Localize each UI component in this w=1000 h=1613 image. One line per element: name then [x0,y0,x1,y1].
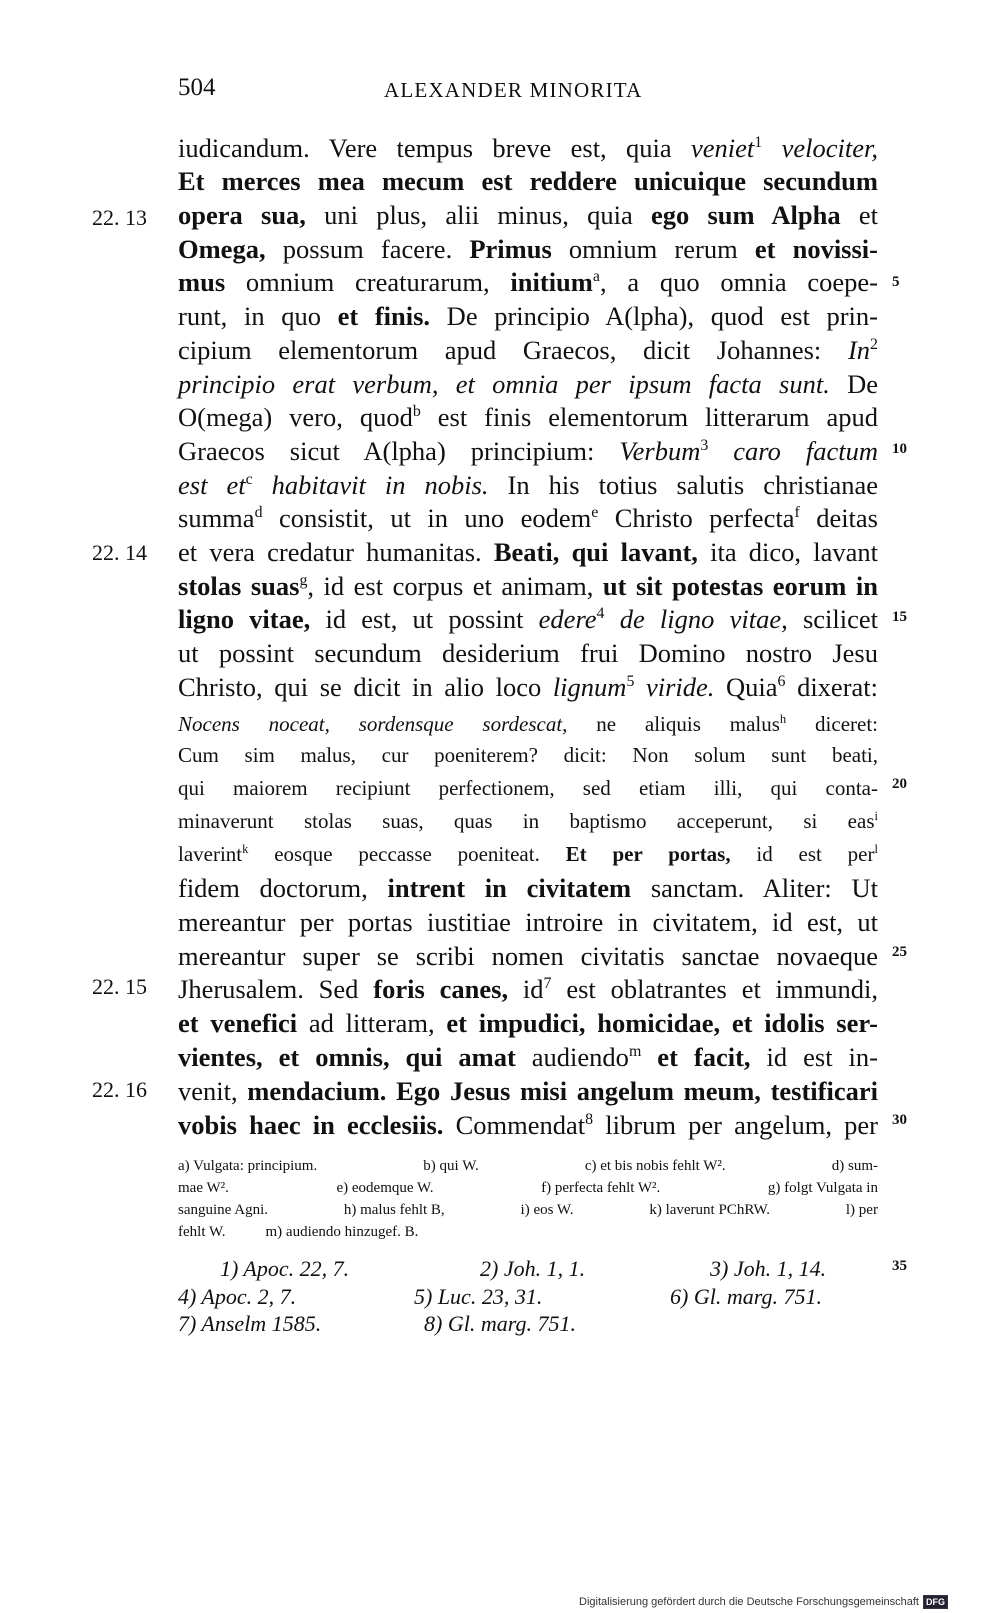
text-run: de ligno vitae, [604,604,788,634]
text-run: deitas [799,503,878,533]
text-run: veniet [691,133,755,163]
text-run: et vera credatur humanitas. [178,537,494,567]
apparatus-note: b) qui W. [423,1158,479,1174]
note-marker: 1 [754,134,763,152]
text-run: ut possint secundum desiderium frui Domino nostro Jesu [178,638,878,668]
text-run: audiendo [515,1042,629,1072]
text-run: Jherusalem. Sed [178,974,374,1004]
text-line [178,569,878,603]
text-run: vobis haec in ecclesiis. [178,1110,444,1140]
note-marker: 4 [596,605,605,623]
text-run: fidem doctorum, [178,873,388,903]
text-line [178,738,878,772]
note-marker: e [591,504,599,522]
apparatus-line [178,1179,878,1198]
text-line [178,771,878,805]
text-line [178,636,878,670]
text-run: mereantur super se scribi nomen civitatis sanctae novaeque [178,941,878,971]
text-line [178,232,878,266]
text-run: De [829,369,879,399]
verse-ref: 22. 15 [92,974,147,999]
text-line [178,198,878,232]
text-run: stolas suas [178,571,300,601]
text-line [178,602,878,636]
text-line [178,1074,878,1108]
text-line [178,434,878,468]
text-run: Nocens noceat, sordensque sordescat, [178,712,568,736]
digitization-credit [579,1595,948,1609]
note-marker: 2 [870,336,878,354]
text-run: Primus [469,234,552,264]
text-run: foris canes, [373,974,509,1004]
apparatus-line [178,1157,878,1176]
apparatus-note: f) perfecta fehlt W². [541,1180,661,1196]
apparatus-note: d) sum- [831,1158,878,1174]
verse-ref: 22. 13 [92,205,147,230]
text-run: Cum sim malus, cur poeniterem? dicit: Non solum sunt beati, [178,743,878,767]
apparatus-note: a) Vulgata: principium. [178,1158,318,1174]
text-run: summa [178,503,255,533]
apparatus-line [178,1201,878,1220]
note-marker: c [245,471,253,489]
apparatus-note: i) eos W. [520,1202,574,1218]
text-run: dixerat: [785,672,879,702]
source-ref: 3) Joh. 1, 14. [710,1256,827,1281]
text-run: vientes, et omnis, qui amat [178,1042,516,1072]
text-line [178,400,878,434]
text-run: In his totius salutis christianae [488,470,878,500]
source-ref: 2) Joh. 1, 1. [480,1256,586,1281]
text-line [178,972,878,1006]
text-line [178,265,878,299]
text-run: id est, ut possint [310,604,539,634]
text-run: lignum [552,672,627,702]
text-run: eosque peccasse poeniteat. [248,842,566,866]
apparatus-note: m) audiendo hinzugef. B. [265,1224,419,1240]
text-run: et [840,200,878,230]
page-number: 504 [178,74,216,101]
text-run: laverint [178,842,243,866]
text-run: scilicet [787,604,878,634]
text-run: habitavit in nobis. [252,470,489,500]
text-run: ad litteram, [297,1008,447,1038]
text-run: edere [538,604,597,634]
text-line [178,871,878,905]
text-run: , a quo omnia coepe- [599,267,878,297]
text-run: cipium elementorum apud Graecos, dicit Johannes: [178,335,848,365]
text-line [178,804,878,838]
text-run: librum per angelum, per [593,1110,878,1140]
text-run: In [847,335,871,365]
text-line [178,468,878,502]
text-line [178,1040,878,1074]
text-run: runt, in quo [178,301,338,331]
source-ref: 8) Gl. marg. 751. [424,1311,576,1336]
text-run: De principio A(lpha), quod est prin- [430,301,878,331]
line-number: 30 [892,1112,907,1128]
note-marker: f [794,504,800,522]
text-run: Christo, qui se dicit in alio loco [178,672,553,702]
apparatus-note: mae W². [178,1180,229,1196]
text-run: ego sum Alpha [650,200,841,230]
text-line [178,1108,878,1142]
note-marker: h [779,712,787,726]
text-run: mereantur per portas iustitiae introire in civitatem, id est, ut [178,907,878,937]
text-run: O(mega) vero, quod [178,402,413,432]
note-marker: l [874,842,878,856]
text-run: uni plus, alii minus, quia [305,200,651,230]
text-run: consistit, ut in uno eodem [262,503,592,533]
footer-text: Digitalisierung gefördert durch die Deutsche Forschungsgemeinschaft [579,1596,919,1608]
text-run: intrent in civitatem [387,873,632,903]
text-run: id est per [730,842,875,866]
text-run: ne aliquis malus [567,712,780,736]
source-ref: 4) Apoc. 2, 7. [178,1284,297,1309]
text-run: omnium rerum [551,234,755,264]
text-line [178,939,878,973]
source-ref: 6) Gl. marg. 751. [670,1284,822,1309]
note-marker: i [874,809,878,823]
apparatus-line [178,1223,878,1242]
text-line [178,670,878,704]
text-run: et venefici [178,1008,298,1038]
apparatus-note: k) laverunt PChRW. [649,1202,771,1218]
verse-ref: 22. 16 [92,1077,147,1102]
text-run: venit, [178,1076,248,1106]
text-line [178,501,878,535]
text-run: qui maiorem recipiunt perfectionem, sed etiam illi, qui conta- [178,776,878,800]
text-run: possum facere. [265,234,470,264]
text-run: opera sua, [178,200,306,230]
note-marker: d [254,504,263,522]
text-run: mendacium. Ego Jesus misi angelum meum, testificari [247,1076,878,1106]
text-line [178,367,878,401]
text-line [178,707,878,741]
text-run: et impudici, homicidae, et idolis ser- [446,1008,878,1038]
apparatus-note: c) et bis nobis fehlt W². [584,1158,726,1174]
text-run: sanctam. Aliter: Ut [631,873,879,903]
note-marker: 3 [700,437,709,455]
text-line [178,299,878,333]
text-run: mus [178,267,226,297]
note-marker: 5 [626,673,635,691]
text-run: Commendat [443,1110,586,1140]
apparatus-note: fehlt W. [178,1224,226,1240]
text-run: et finis. [337,301,431,331]
text-run: Beati, qui lavant, [493,537,698,567]
text-run: id [508,974,544,1004]
text-run: ligno vitae, [178,604,311,634]
running-title: ALEXANDER MINORITA [384,78,643,102]
text-run: principio erat verbum, et omnia per ipsum facta sunt. [178,369,830,399]
text-line [178,164,878,198]
text-run: est oblatrantes et immundi, [551,974,878,1004]
text-run: est finis elementorum litterarum apud [420,402,878,432]
text-run: viride. [634,672,715,702]
text-run: est et [178,470,246,500]
note-marker: 7 [543,975,552,993]
text-run: Et merces mea mecum est reddere unicuique secundum [178,166,878,196]
text-run: initium [510,267,593,297]
text-run: Et per portas, [565,842,731,866]
line-number: 15 [892,609,907,625]
line-number: 35 [892,1258,907,1274]
note-marker: g [299,572,308,590]
text-run: ut sit potestas eorum in [602,571,878,601]
text-line [178,905,878,939]
text-line [178,535,878,569]
text-run: Verbum [619,436,701,466]
source-ref: 5) Luc. 23, 31. [414,1284,543,1309]
note-marker: 8 [585,1111,594,1129]
text-run: id est in- [750,1042,878,1072]
apparatus-note: e) eodemque W. [336,1180,434,1196]
text-line [178,1006,878,1040]
text-run: omnium creaturarum, [225,267,511,297]
apparatus-note: sanguine Agni. [178,1202,268,1218]
line-number: 20 [892,776,907,792]
apparatus-note: h) malus fehlt B, [343,1202,445,1218]
text-run: et novissi- [754,234,878,264]
note-marker: a [592,268,600,286]
text-run: ita dico, lavant [697,537,879,567]
text-run: diceret: [786,712,878,736]
text-run: minaverunt stolas suas, quas in baptismo acceperunt, si eas [178,809,875,833]
text-run: Quia [714,672,778,702]
text-run: caro factum [708,436,878,466]
line-number: 10 [892,441,907,457]
line-number: 25 [892,944,907,960]
verse-ref: 22. 14 [92,540,147,565]
text-run: iudicandum. Vere tempus breve est, quia [178,133,692,163]
note-marker: 6 [777,673,786,691]
text-run: velociter, [762,133,878,163]
text-run: et facit, [641,1042,751,1072]
text-run: Christo perfecta [598,503,795,533]
apparatus-note: l) per [845,1202,878,1218]
text-line [178,333,878,367]
apparatus-note: g) folgt Vulgata in [767,1180,878,1196]
note-marker: k [242,842,249,856]
line-number: 5 [892,274,900,290]
text-run: Omega, [178,234,266,264]
dfg-logo: DFG [923,1595,948,1609]
text-run: , id est corpus et animam, [307,571,603,601]
text-line [178,131,878,165]
source-ref: 7) Anselm 1585. [178,1311,322,1336]
note-marker: b [412,403,421,421]
source-ref: 1) Apoc. 22, 7. [220,1256,350,1281]
note-marker: m [628,1043,642,1061]
text-line [178,837,878,871]
text-run: Graecos sicut A(lpha) principium: [178,436,620,466]
